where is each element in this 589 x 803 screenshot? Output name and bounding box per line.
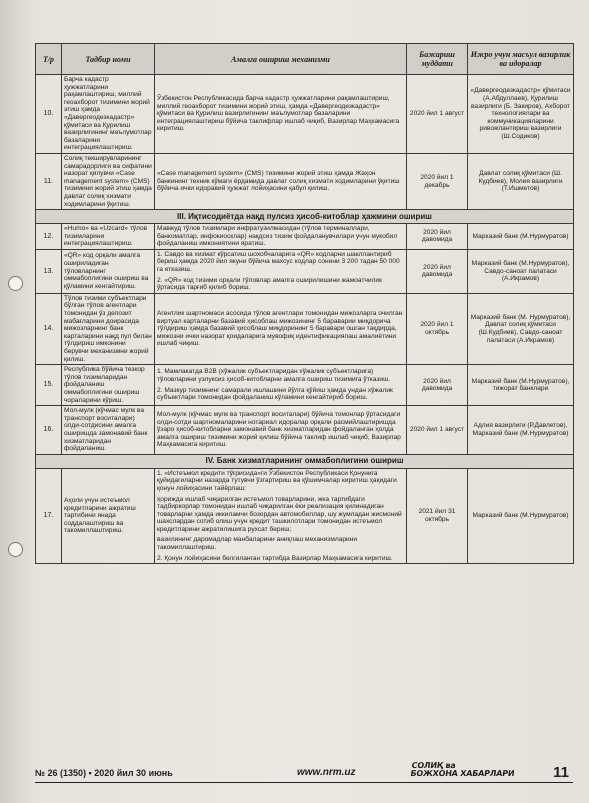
measures-table-container [35, 43, 573, 564]
table-row [36, 224, 574, 250]
implementation-mechanism [155, 75, 407, 154]
table-row [36, 153, 574, 209]
implementation-mechanism [155, 365, 407, 406]
measure-name: Мол-мулк (кўчмас мулк ва транспорт воситалари) олди-сотдисини амалга оширишда замонавий банк хизматларидан фойдаланиш. [62, 406, 155, 455]
section-row [36, 210, 574, 224]
mechanism-paragraph: Мол-мулк (кўчмас мулк ва транспорт воситалари) бўйича томонлар ўртасидаги олди-сотди шартномаларини нотариал идоралар орқали расмийлаштиришда ўзаро ҳисоб-китобларни замонавий банк хизматларидан фойдаланган ҳолда амалга ошириш тизимини жорий қилиш бўйича таклиф ишлаб чиқиб, Вазирлар Маҳкамасига киритиш. [157, 410, 401, 449]
responsible-agencies: Давлат солиқ қўмитаси (Ш. Кудбиев), Молия вазирлиги (Т.Ишметов) [468, 153, 574, 209]
binder-hole-icon [8, 276, 23, 291]
header-deadline: Бажариш муддати [407, 44, 468, 75]
row-number: 13. [36, 249, 62, 293]
measure-name: «Humo» ва «Uzcard» тўлов тизимларини интеграциялаштириш. [62, 224, 155, 250]
table-row [36, 365, 574, 406]
row-number: 11. [36, 153, 62, 209]
table-row [36, 293, 574, 364]
deadline: 2020 йил 1 август [407, 75, 468, 154]
newspaper-logo: СОЛИҚ ва БОЖХОНА ХАБАРЛАРИ [409, 761, 515, 778]
section-title-3: III. Иқтисодиётда нақд пулсиз ҳисоб-китоблар ҳажмини ошириш [36, 210, 574, 224]
measure-name: Солиқ текширувларининг самарадорлиги ва сифатини назорат қилувчи «Case management system» (CMS) тизимини жорий этиш ҳамда давлат солиқ хизмати ходимларини ўқитиш. [62, 153, 155, 209]
deadline: 2020 йил 1 август [407, 406, 468, 455]
mechanism-paragraph: ҳорижда ишлаб чиқарилган истеъмол товарларини, жка тартибдаги тадбиркорлар томонидан ишлаб чиқарилган ёки реализация қилинадиган товарларни ҳамда иккиламчи бозордан автомобиллар, шу жумладан жисмоний шахслардан сотиб олиш учун кредит ташкилотлари томонидан истеъмол кредитларини ажратилишига рухсат бериш; [157, 495, 402, 533]
implementation-mechanism [155, 153, 407, 209]
implementation-mechanism [155, 224, 407, 250]
mechanism-paragraph: Ўзбекистон Республикасида барча кадастр ҳужжатларини рақамлаштириш, миллий геоахборот тизимини жорий этиш, ҳамда «Давергеодезкадастр» қўмитаси ва Қурилиш вазирлигининг маълумотлар базаларини интеграциялаштириш бўйича таклифлар ишлаб чиқиб, Вазирлар Маҳкамасига киритиш. [157, 94, 400, 133]
measure-name: Республика бўйича тезкор тўлов тизимларидан фойдаланиш оммабоплигини ошириш чораларини кўриш. [62, 365, 155, 406]
page-footer [35, 762, 573, 784]
header-measure: Тадбир номи [62, 44, 155, 75]
row-number: 10. [36, 75, 62, 154]
mechanism-paragraph: Агентлик шартномаси асосида тўлов агентлари томонидан мижозларга очилган виртуал карталарни базавий ҳисоблаш мижозининг 5 бараварии миқдорича тўлдириш ҳамда базавий ҳисоблаш миқдорининг 5 баравари ошган тақдирда, мижозни ички назорат қоидаларига мувофиқ идентификациялаш амалиётини ишлаб чиқиш. [157, 310, 403, 348]
deadline: 2021 йил 31 октябрь [407, 468, 468, 564]
section-title-4: IV. Банк хизматларининг оммабоплигини ошириш [36, 454, 574, 468]
mechanism-paragraph: 1. Мамлакатда B2B (хўжалик субъектларидан хўжалик субъектларига) тўловларини узлуксиз ҳисоб-китобларни амалга ошириш тизимига ўтказиш. [157, 368, 391, 384]
issue-info: № 26 (1350) ▪ 2020 йил 30 июнь [35, 768, 173, 778]
deadline: 2020 йил давомида [407, 365, 468, 406]
measure-name: «QR» код орқали амалга ошириладиган тўловларнинг оммабоплигини ошириш ва қўламини кенгайтириш. [62, 249, 155, 293]
header-responsible: Ижро учун масъул вазирлик ва идоралар [468, 44, 574, 75]
mechanism-paragraph: Мавжуд тўлов тизимлари инфратузилмасидан (тўлов терминаллари, банкоматлар, инфокиосклар) нақдсиз тизим фойдаланувчилари учун мукобил фойдаланиш имкониятини яратиш. [157, 225, 398, 248]
binder-hole-icon [8, 542, 23, 557]
mechanism-paragraph: 2. Мазкур тизимнинг самарали ишлашини йўлга қўйиш ҳамда ундан хўжалик субъектлари томонидан фойдаланиш кўламини кенгайтириб бориш. [157, 386, 393, 402]
deadline: 2020 йил давомида [407, 249, 468, 293]
deadline: 2020 йил 1 декабрь [407, 153, 468, 209]
mechanism-paragraph: 1. «Истеъмол кредити тўғрисида»ги Ўзбекистон Республикаси Қонунига қуйидагиларни назарда тутувчи ўзгартириш ва қўшимчалар киритиш ҳақидаги қонун лойиҳасини тайёрлаш: [157, 469, 397, 492]
responsible-agencies: «Давергеодезкадастр» қўмитаси (А.Абдуллаев), Қурилиш вазирлиги (Б. Закиров), Ахборот технологиялари ва коммуникацияларини ривожлантириш вазирлиги (Ш.Содиков) [468, 75, 574, 154]
measure-name: Тўлов тизими субъектлари бўлган тўлов агентлари томонидан ўз депозит мабағларини доирасида мижозларнинг банк карталарини нақд пул билан тўлдириш имконини берувчи механизмни жорий қилиш. [62, 293, 155, 364]
responsible-agencies: Марказий банк (М. Нурмуратов), Давлат солиқ қўмитаси (Ш.Кудбиев), Савдо-саноат палатаси (А.Икрамов) [468, 293, 574, 364]
row-number: 14. [36, 293, 62, 364]
footer-divider [35, 782, 573, 783]
section-row [36, 454, 574, 468]
mechanism-paragraph: 2. Қонун лойиҳасини белгиланган тартибда Вазирлар Маҳкамасига киритиш. [157, 554, 393, 562]
header-no: Т/р [36, 44, 62, 75]
deadline: 2020 йил 1 октябрь [407, 293, 468, 364]
table-row [36, 75, 574, 154]
responsible-agencies: Марказий банк (М.Нурмуратов), тижорат банклари [468, 365, 574, 406]
implementation-mechanism [155, 249, 407, 293]
responsible-agencies: Марказий банк (М.Нурмуратов), Савдо-саноат палатаси (А.Икрамов) [468, 249, 574, 293]
measures-table [35, 43, 574, 564]
implementation-mechanism [155, 406, 407, 455]
page-number: 11 [553, 764, 569, 781]
website-link[interactable]: www.nrm.uz [297, 767, 356, 778]
row-number: 17. [36, 468, 62, 564]
responsible-agencies: Марказий банк (М.Нурмуратов) [468, 468, 574, 564]
mechanism-paragraph: 1. Савдо ва хизмат кўрсатиш шохобчаларига «QR» кодларни шакллантириб бериш ҳамда 2020 йил якуни бўйича махсус кодлар сонини 3 200 тадан 50 000 га етказиш. [157, 250, 400, 274]
measure-name: Аҳоли учун истеъмол кредитларини ажратиш тартибини янада соддалаштириш ва такомиллаштириш. [62, 468, 155, 564]
mechanism-paragraph: 2. «QR» код тизими орқали тўловлар амалга оширилишини жамоатчилик ўртасида тарғиб қилиб бориш. [157, 276, 383, 292]
row-number: 15. [36, 365, 62, 406]
responsible-agencies: Марказий банк (М.Нурмуратов) [468, 224, 574, 250]
implementation-mechanism [155, 468, 407, 564]
table-row [36, 249, 574, 293]
row-number: 16. [36, 406, 62, 455]
table-row [36, 468, 574, 564]
measure-name: Барча кадастр ҳужжатларини рақамлаштириш, миллий геоахборот тизимини жорий этиш ҳамда «Давергеодезкадастр» қўмитаси ва Қурилиш вазирлигининг маълумотлар базаларини интеграциялаштириш. [62, 75, 155, 154]
mechanism-paragraph: «Case management system» (CMS) тизимини жорий этиш ҳамда Жаҳон банкининг техник кўмаги ёрдамида давлат солиқ хизмати ходимларини ўқитиш бўйича ички идоравий ҳужжат лойиҳасини қабул қилиш. [157, 170, 400, 193]
responsible-agencies: Адлия вазирлиги (Р.Давлетов), Марказий банк (М.Нурмуратов) [468, 406, 574, 455]
implementation-mechanism [155, 293, 407, 364]
deadline: 2020 йил давомида [407, 224, 468, 250]
table-row [36, 406, 574, 455]
row-number: 12. [36, 224, 62, 250]
table-header-row [36, 44, 574, 75]
header-mechanism: Амалга ошириш механизми [155, 44, 407, 75]
mechanism-paragraph: вазилининг даромадлар манбаларини аниқлаш механизмларини такомиллаштириш. [157, 536, 358, 552]
